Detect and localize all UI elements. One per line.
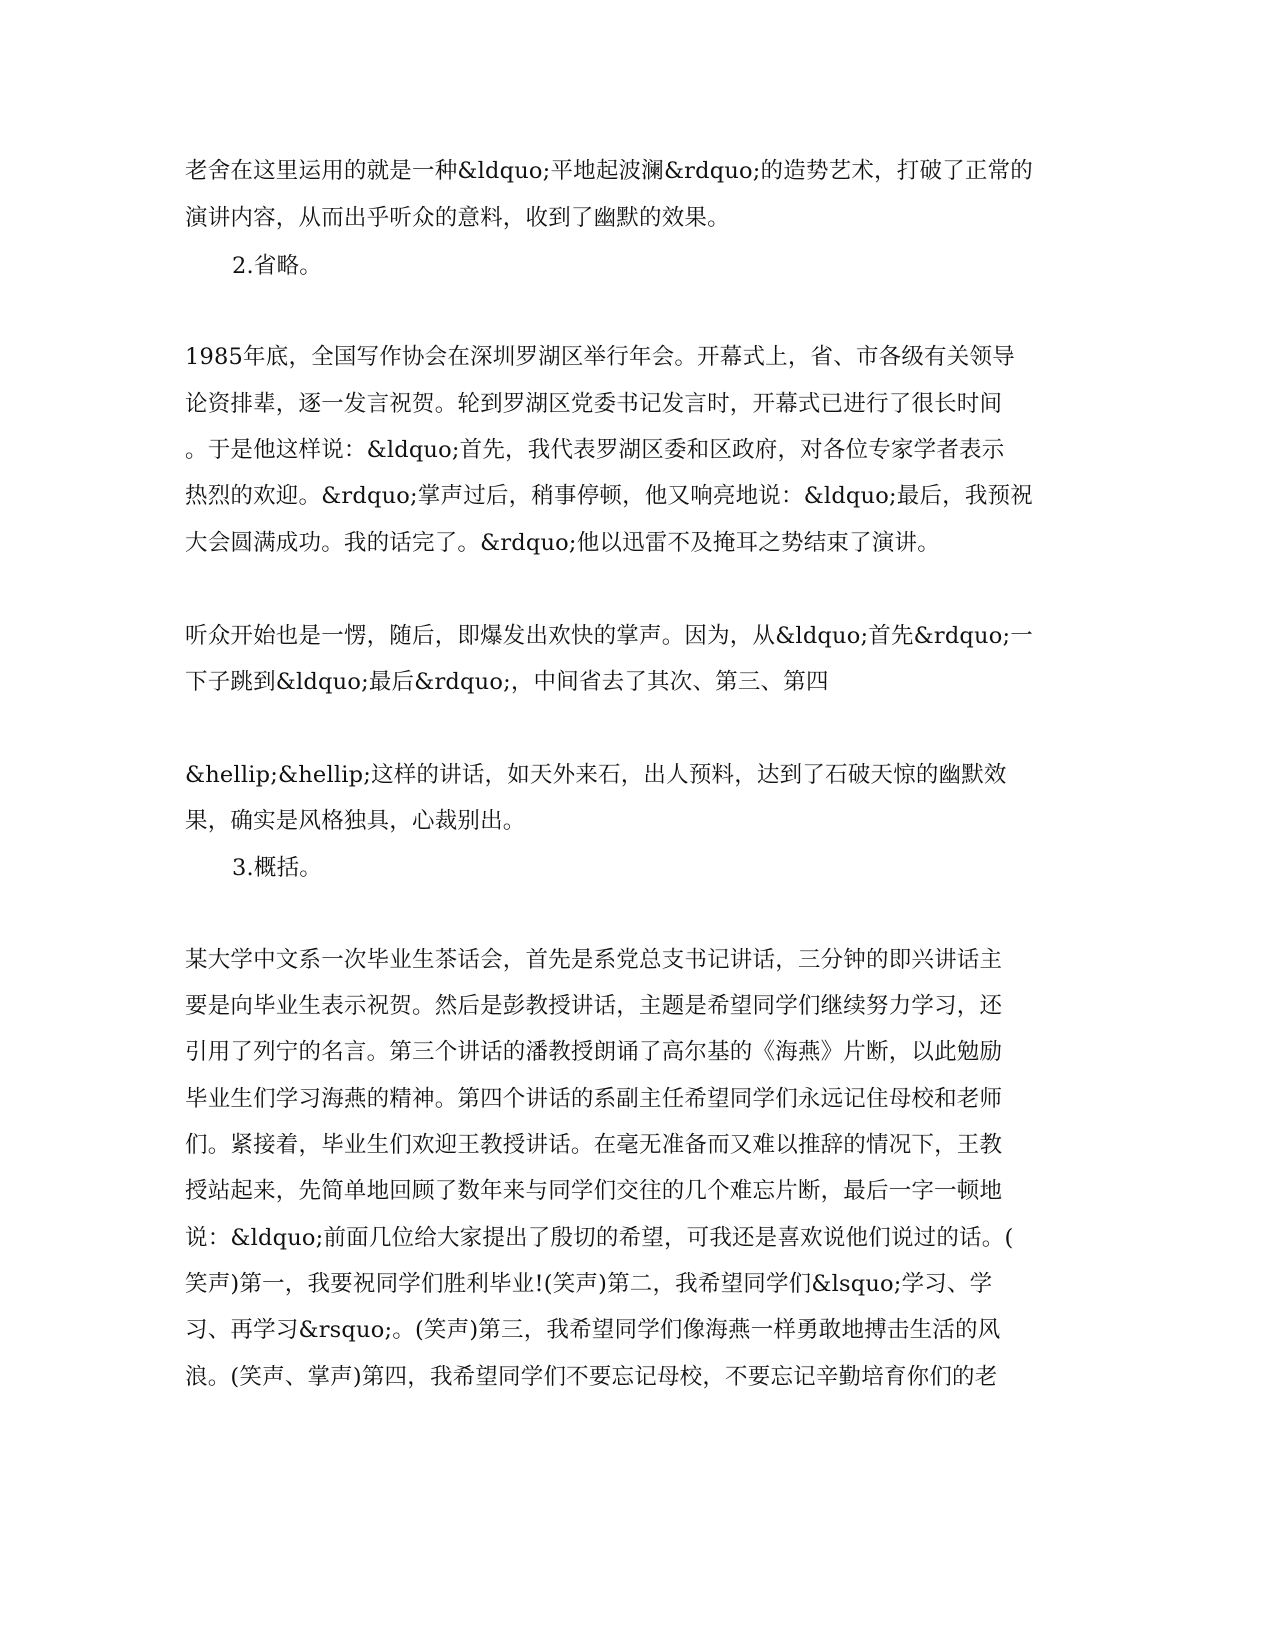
text-line: 浪。(笑声、掌声)第四，我希望同学们不要忘记母校，不要忘记辛勤培育你们的老 xyxy=(185,1364,998,1390)
text-line: 引用了列宁的名言。第三个讲话的潘教授朗诵了高尔基的《海燕》片断，以此勉励 xyxy=(185,1039,1003,1065)
text-line: 授站起来，先简单地回顾了数年来与同学们交往的几个难忘片断，最后一字一顿地 xyxy=(185,1178,1003,1204)
text-line: 毕业生们学习海燕的精神。第四个讲话的系副主任希望同学们永远记住母校和老师 xyxy=(185,1086,1003,1112)
text-line: 热烈的欢迎。&rdquo;掌声过后，稍事停顿，他又响亮地说：&ldquo;最后，我预祝 xyxy=(185,483,1033,509)
section-heading: 3.概括。 xyxy=(232,855,322,881)
text-line: 。于是他这样说：&ldquo;首先，我代表罗湖区委和区政府，对各位专家学者表示 xyxy=(185,437,1005,463)
text-line: 要是向毕业生表示祝贺。然后是彭教授讲话，主题是希望同学们继续努力学习，还 xyxy=(185,993,1003,1019)
text-line: 论资排辈，逐一发言祝贺。轮到罗湖区党委书记发言时，开幕式已进行了很长时间 xyxy=(185,391,1003,417)
text-line: 听众开始也是一愣，随后，即爆发出欢快的掌声。因为，从&ldquo;首先&rdquo;一 xyxy=(185,623,1033,649)
text-line: 笑声)第一，我要祝同学们胜利毕业!(笑声)第二，我希望同学们&lsquo;学习、学 xyxy=(185,1271,993,1297)
text-line: 演讲内容，从而出乎听众的意料，收到了幽默的效果。 xyxy=(185,205,730,231)
text-line: 们。紧接着，毕业生们欢迎王教授讲话。在毫无准备而又难以推辞的情况下，王教 xyxy=(185,1132,1003,1158)
text-line: &hellip;&hellip;这样的讲话，如天外来石，出人预料，达到了石破天惊的幽默效 xyxy=(185,762,1007,788)
text-line: 下子跳到&ldquo;最后&rdquo;，中间省去了其次、第三、第四 xyxy=(185,669,829,695)
text-line: 说：&ldquo;前面几位给大家提出了殷切的希望，可我还是喜欢说他们说过的话。( xyxy=(185,1225,1014,1251)
text-line: 某大学中文系一次毕业生茶话会，首先是系党总支书记讲话，三分钟的即兴讲话主 xyxy=(185,947,1003,973)
section-heading: 2.省略。 xyxy=(232,253,322,279)
text-line: 果，确实是风格独具，心裁别出。 xyxy=(185,808,526,834)
text-line: 习、再学习&rsquo;。(笑声)第三，我希望同学们像海燕一样勇敢地搏击生活的风 xyxy=(185,1317,1001,1343)
text-line: 1985年底，全国写作协会在深圳罗湖区举行年会。开幕式上，省、市各级有关领导 xyxy=(185,344,1015,370)
text-line: 老舍在这里运用的就是一种&ldquo;平地起波澜&rdquo;的造势艺术，打破了正常的 xyxy=(185,158,1033,184)
text-line: 大会圆满成功。我的话完了。&rdquo;他以迅雷不及掩耳之势结束了演讲。 xyxy=(185,530,940,556)
